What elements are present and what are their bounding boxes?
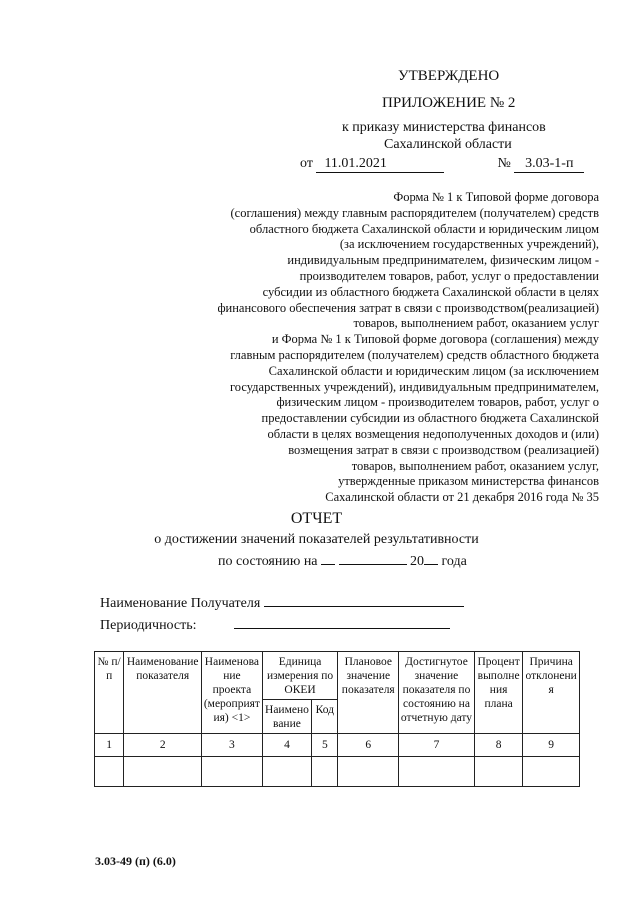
report-subtitle: о достижении значений показателей результативности — [154, 532, 479, 547]
form-note-line: предоставлении субсидии из областного бюджета Сахалинской — [261, 411, 599, 426]
header-indicator: Наименование показателя — [124, 652, 202, 734]
form-note-line: индивидуальным предпринимателем, физическим лицом - — [287, 253, 599, 268]
header-project: Наименование проекта (мероприятия) <1> — [202, 652, 263, 734]
header-planned: Плановое значение показателя — [338, 652, 399, 734]
form-note-line: субсидии из областного бюджета Сахалинской области в целях — [262, 284, 599, 299]
recipient-row — [100, 593, 464, 612]
as-of-label: по состоянию на — [218, 554, 318, 569]
form-note-line: главным распорядителем (получателем) средств областного бюджета — [230, 347, 599, 362]
empty-cell[interactable] — [95, 757, 124, 787]
form-note-line: и Форма № 1 к Типовой форме договора (соглашения) между — [271, 332, 599, 347]
empty-cell[interactable] — [262, 757, 312, 787]
day-blank[interactable] — [321, 551, 335, 565]
order-date: 11.01.2021 — [316, 156, 444, 173]
form-note-line: Форма № 1 к Типовой форме договора — [393, 190, 599, 204]
date-prefix: от — [300, 156, 313, 171]
form-note-line: области в целях возмещения недополученных доходов и (или) — [267, 426, 599, 441]
footer-code: 3.03-49 (п) (6.0) — [95, 854, 176, 868]
report-table — [94, 651, 580, 787]
year-blank[interactable] — [424, 551, 438, 565]
form-note-line: Сахалинской области от 21 декабря 2016 года № 35 — [325, 490, 599, 505]
periodicity-row — [100, 615, 450, 634]
form-note-line: производителем товаров, работ, услуг о предоставлении — [299, 268, 599, 283]
column-number-row — [95, 734, 580, 757]
column-number: 8 — [474, 734, 523, 757]
form-note-line: государственных учреждений), индивидуальным предпринимателем, — [229, 379, 599, 394]
recipient-label: Наименование Получателя — [100, 596, 261, 611]
header-unit-code: Код — [312, 700, 338, 734]
table-row — [95, 757, 580, 787]
form-note-line: Сахалинской области и юридическим лицом (за исключением — [268, 363, 599, 378]
header-unit-name: Наименование — [262, 700, 312, 734]
empty-cell[interactable] — [124, 757, 202, 787]
column-number: 5 — [312, 734, 338, 757]
header-reason: Причина отклонения — [523, 652, 580, 734]
form-note — [179, 190, 599, 506]
form-note-line: областного бюджета Сахалинской области и юридическим лицом — [249, 221, 599, 236]
month-blank[interactable] — [339, 551, 407, 565]
header-num: № п/п — [95, 652, 124, 734]
report-date-line — [218, 551, 467, 570]
year-prefix: 20 — [410, 554, 425, 569]
column-number: 9 — [523, 734, 580, 757]
empty-cell[interactable] — [338, 757, 399, 787]
column-number: 3 — [202, 734, 263, 757]
report-title: ОТЧЕТ — [290, 510, 343, 527]
form-note-line: возмещения затрат в связи с производством (реализацией) — [288, 442, 599, 457]
periodicity-label: Периодичность: — [100, 618, 197, 633]
form-note-line: финансового обеспечения затрат в связи с производством(реализацией) — [217, 300, 599, 315]
column-number: 7 — [399, 734, 475, 757]
header-achieved: Достигнутое значение показателя по состоянию на отчетную дату — [399, 652, 475, 734]
column-number: 4 — [262, 734, 312, 757]
order-reference-line2: Сахалинской области — [384, 137, 512, 152]
form-note-line: (соглашения) между главным распорядителем (получателем) средств — [230, 205, 599, 220]
number-prefix: № — [497, 156, 511, 171]
form-note-line: товаров, выполнением работ, оказанием услуг — [353, 316, 599, 331]
order-reference-line1: к приказу министерства финансов — [342, 120, 546, 135]
order-date-row — [300, 156, 584, 173]
form-note-line: утвержденные приказом министерства финансов — [338, 474, 599, 489]
empty-cell[interactable] — [474, 757, 523, 787]
header-percent: Процент выполнения плана — [474, 652, 523, 734]
periodicity-blank[interactable] — [234, 615, 450, 629]
form-note-line: физическим лицом - производителем товаров, работ, услуг о — [276, 395, 599, 410]
header-unit: Единица измерения по ОКЕИ — [262, 652, 338, 700]
column-number: 6 — [338, 734, 399, 757]
order-number: 3.03-1-п — [514, 156, 584, 173]
empty-cell[interactable] — [399, 757, 475, 787]
empty-cell[interactable] — [202, 757, 263, 787]
form-note-line: товаров, выполнением работ, оказанием услуг, — [351, 458, 599, 473]
approved-stamp: УТВЕРЖДЕНО — [398, 68, 500, 84]
column-number: 2 — [124, 734, 202, 757]
empty-cell[interactable] — [312, 757, 338, 787]
empty-cell[interactable] — [523, 757, 580, 787]
column-number: 1 — [95, 734, 124, 757]
form-note-line: (за исключением государственных учреждений), — [339, 237, 599, 252]
table-header-row — [95, 652, 580, 700]
recipient-blank[interactable] — [264, 593, 464, 607]
year-suffix: года — [441, 554, 467, 569]
appendix-number: ПРИЛОЖЕНИЕ № 2 — [382, 95, 516, 111]
